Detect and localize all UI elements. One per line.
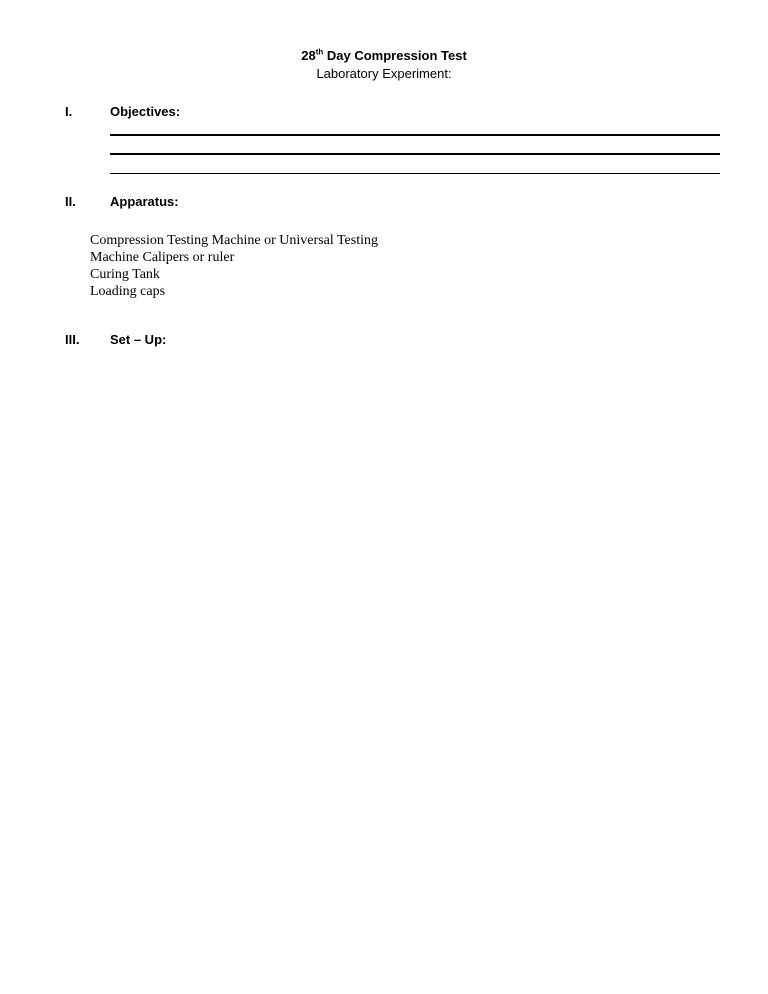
apparatus-list: [90, 232, 378, 300]
title-rest: Day Compression Test: [323, 48, 467, 63]
apparatus-item: Compression Testing Machine or Universal Testing: [90, 233, 378, 248]
objective-answer-line: [110, 153, 720, 155]
section-setup-number: III.: [65, 332, 80, 347]
section-objectives-title: Objectives:: [110, 104, 181, 119]
page-title: [0, 47, 768, 65]
section-objectives-number: I.: [65, 104, 73, 119]
section-apparatus-number: II.: [65, 194, 76, 209]
title-superscript: th: [315, 47, 324, 57]
apparatus-item: Curing Tank: [90, 267, 160, 282]
apparatus-item: Loading caps: [90, 284, 166, 299]
section-apparatus-title: Apparatus:: [110, 194, 179, 209]
title-number: 28: [301, 48, 316, 63]
objective-answer-line: [110, 134, 720, 136]
page-subtitle: Laboratory Experiment:: [316, 66, 452, 81]
section-setup-title: Set – Up:: [110, 332, 167, 347]
apparatus-item: Machine Calipers or ruler: [90, 250, 235, 265]
objective-answer-line: [110, 173, 720, 174]
